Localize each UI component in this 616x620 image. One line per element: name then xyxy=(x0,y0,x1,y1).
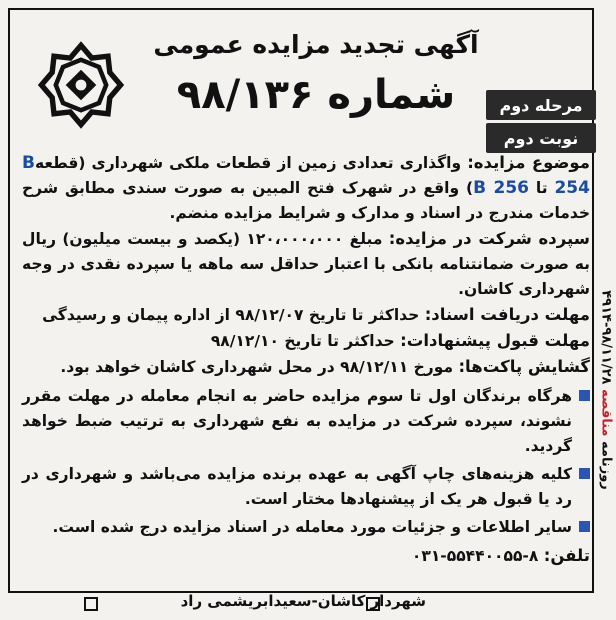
square-bullet-icon xyxy=(579,521,590,532)
credit-brand: مناقصه xyxy=(598,389,614,437)
square-bullet-icon xyxy=(579,468,590,479)
deposit-label: سپرده شرکت در مزایده: xyxy=(388,229,590,248)
turn-badge: نوبت دوم xyxy=(486,123,596,153)
signature-line: شهردار کاشان-سعیدابریشمی راد xyxy=(180,592,426,610)
bullet-text: سایر اطلاعات و جزئیات مورد معامله در اسناد مزایده درج شده است. xyxy=(52,518,572,536)
credit-suffix: ۹۸/۱۱/۲۸-۴۹۱۴ xyxy=(598,290,614,385)
docs-deadline xyxy=(22,302,590,328)
opening-text: مورخ ۹۸/۱۲/۱۱ در محل شهرداری کاشان خواهد بود. xyxy=(60,358,454,376)
subject-code-1: B 254 xyxy=(22,153,590,198)
list-item xyxy=(22,462,590,512)
opening-paragraph xyxy=(22,354,590,380)
stage-badge: مرحله دوم xyxy=(486,90,596,120)
list-item xyxy=(22,384,590,459)
docs-text: حداکثر تا تاریخ ۹۸/۱۲/۰۷ از اداره پیمان و رسیدگی xyxy=(42,306,420,324)
opening-label: گشایش پاکت‌ها: xyxy=(458,357,590,376)
municipality-logo-icon xyxy=(36,40,126,130)
subject-paragraph xyxy=(22,150,590,226)
side-strip xyxy=(598,160,614,620)
bullet-text: هرگاه برندگان اول تا سوم مزایده حاضر به انجام معامله در مهلت مقرر نشوند، سپرده شرکت در مزایده به نفع شهرداری به ترتیب ضبط خواهد گردید. xyxy=(22,387,572,455)
phone-label: تلفن: xyxy=(543,546,590,565)
phone-number: ۰۳۱-۵۵۴۴۰۰۵۵-۸ xyxy=(411,547,539,565)
deposit-paragraph xyxy=(22,226,590,302)
conditions-list xyxy=(22,384,590,540)
offers-text: حداکثر تا تاریخ ۹۸/۱۲/۱۰ xyxy=(210,332,395,350)
subject-code-2: B 256 xyxy=(473,178,529,198)
list-item xyxy=(22,515,590,540)
deposit-text: مبلغ ۱۲۰،۰۰۰،۰۰۰ (یکصد و بیست میلیون) ریال به صورت ضمانتنامه بانکی با اعتبار حداقل سه ماهه یا سپرده نقدی در وجه شهرداری کاشان. xyxy=(22,230,590,298)
docs-label: مهلت دریافت اسناد: xyxy=(424,305,590,324)
subject-to: تا xyxy=(535,179,548,197)
phone-line xyxy=(22,543,590,569)
subject-text-1: واگذاری تعدادی زمین از قطعات ملکی شهرداری (قطعه xyxy=(34,154,462,172)
ad-body xyxy=(22,150,590,569)
ad-number: شماره ۹۸/۱۳۶ xyxy=(176,72,456,118)
offers-deadline xyxy=(22,328,590,354)
subject-label: موضوع مزایده: xyxy=(467,153,590,172)
offers-label: مهلت قبول پیشنهادات: xyxy=(400,331,590,350)
checkbox-icon xyxy=(84,597,98,611)
newspaper-credit xyxy=(599,290,614,490)
credit-prefix: روزنامه xyxy=(598,441,614,490)
ad-title: آگهی تجدید مزایده عمومی xyxy=(153,30,479,59)
subject-text-2: ) واقع در شهرک فتح المبین به صورت سندی مطابق شرح خدمات مندرج در اسناد و مدارک و شرایط مزایده منضم. xyxy=(22,179,590,222)
bullet-text: کلیه هزینه‌های چاپ آگهی به عهده برنده مزایده می‌باشد و شهرداری در رد یا قبول هر یک از پیشنهادها مختار است. xyxy=(22,465,572,508)
square-bullet-icon xyxy=(579,390,590,401)
